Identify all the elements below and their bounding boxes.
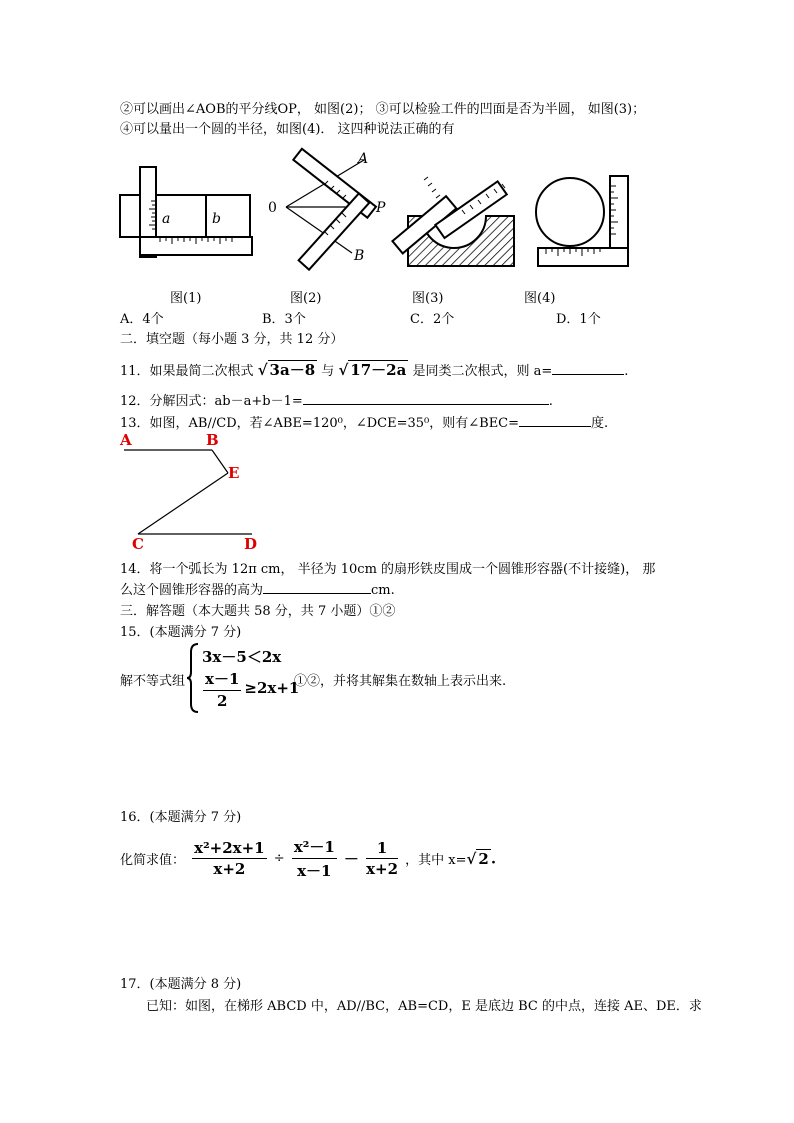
q14-answer-blank[interactable] xyxy=(263,581,371,594)
q11-answer-blank[interactable] xyxy=(552,362,624,375)
q12-answer-blank[interactable] xyxy=(303,392,549,405)
q14-prefix: 么这个圆锥形容器的高为 xyxy=(120,583,264,598)
q15-suffix: ①②，并将其解集在数轴上表示出来. xyxy=(294,674,507,689)
q11-radical-2: √ 17－2a xyxy=(338,361,407,379)
q13-answer-blank[interactable] xyxy=(519,414,591,427)
q11-mid: 与 xyxy=(321,364,335,379)
q16-f2-den: x－1 xyxy=(297,862,332,880)
choice-d: D．1个 xyxy=(556,312,601,327)
q14-suffix: cm. xyxy=(371,583,395,598)
q15-frac-num: x－1 xyxy=(203,668,241,691)
choice-c: C．2个 xyxy=(410,312,455,327)
q16-radical: √ 2 xyxy=(466,849,489,868)
fig2-label-O: 0 xyxy=(268,200,277,216)
q16-heading: 16．(本题满分 7 分) xyxy=(120,810,242,825)
choice-b: B．3个 xyxy=(262,312,306,327)
figure-4-circle-radius xyxy=(534,172,634,270)
q16-f2-num: x²－1 xyxy=(292,836,337,859)
q13-label-B: B xyxy=(206,431,219,449)
q15-brace xyxy=(186,642,200,714)
q16-op2: － xyxy=(343,850,359,868)
q11-end: . xyxy=(624,364,629,379)
q15-prefix: 解不等式组 xyxy=(120,674,186,689)
fig1-label-b: b xyxy=(212,211,221,227)
figure-1-rulers xyxy=(118,165,258,260)
q13-label-A: A xyxy=(120,431,132,449)
question-12 xyxy=(120,390,553,409)
caption-fig-1: 图(1) xyxy=(170,291,202,306)
intro-line-2: ④可以量出一个圆的半径，如图(4)． 这四种说法正确的有 xyxy=(120,122,455,137)
question-11 xyxy=(120,359,628,380)
q12-end: . xyxy=(548,394,553,409)
caption-fig-2: 图(2) xyxy=(290,291,322,306)
figure-3-semicircle-check xyxy=(396,150,531,270)
q15-heading: 15．(本题满分 7 分) xyxy=(120,625,242,640)
q12-text: 12．分解因式：ab－a+b－1= xyxy=(120,394,303,409)
section-3-heading: 三．解答题（本大题共 58 分，共 7 小题）①② xyxy=(120,604,396,619)
q11-prefix: 11．如果最简二次根式 xyxy=(120,364,254,379)
q13-text: 13．如图，AB//CD，若∠ABE=120⁰，∠DCE=35⁰，则有∠BEC= xyxy=(120,416,520,431)
q13-label-C: C xyxy=(132,535,144,553)
q15-frac-den: 2 xyxy=(216,692,228,710)
fig2-label-B: B xyxy=(354,248,365,264)
q13-label-E: E xyxy=(228,464,240,482)
fig1-label-a: a xyxy=(162,211,171,227)
q16-f3-num: 1 xyxy=(366,839,398,859)
q16-op1: ÷ xyxy=(273,851,285,866)
fig2-label-P: P xyxy=(376,200,386,216)
question-13 xyxy=(120,412,608,431)
caption-fig-3: 图(3) xyxy=(412,291,444,306)
q16-expression xyxy=(120,836,496,881)
q16-end: . xyxy=(490,849,497,868)
choice-a: A．4个 xyxy=(120,312,164,327)
question-14-line-1: 14．将一个弧长为 12π cm， 半径为 10cm 的扇形铁皮围成一个圆锥形容器(不计接缝)， 那 xyxy=(120,562,656,577)
q15-inequality-1: 3x－5＜2x xyxy=(202,648,282,666)
q16-f1-num: x²+2x+1 xyxy=(194,839,265,857)
q13-label-D: D xyxy=(244,535,258,553)
section-2-heading: 二．填空题（每小题 3 分，共 12 分） xyxy=(120,332,344,347)
q13-end: 度. xyxy=(591,416,609,431)
intro-line-1: ②可以画出∠AOB的平分线OP， 如图(2)； ③可以检验工件的凹面是否为半圆， 如图(3)； xyxy=(120,102,646,117)
figure-2-angle-bisector xyxy=(264,145,384,275)
q15-inequality-2 xyxy=(200,668,299,710)
fig2-label-A: A xyxy=(358,151,369,167)
q17-heading: 17．(本题满分 8 分) xyxy=(120,977,242,992)
q15-ineq2-rest: ≥2x+1 xyxy=(244,679,300,697)
q11-suffix: 是同类二次根式，则 a= xyxy=(412,364,553,379)
q11-radical-1: √ 3a－8 xyxy=(257,361,316,379)
question-14-line-2 xyxy=(120,579,395,598)
q16-f3-den: x+2 xyxy=(366,860,399,878)
q16-mid: ，其中 x= xyxy=(405,853,467,868)
q16-f1-den: x+2 xyxy=(213,860,246,878)
caption-fig-4: 图(4) xyxy=(524,291,556,306)
q16-prefix: 化简求值： xyxy=(120,853,186,868)
q17-line-1: 已知：如图，在梯形 ABCD 中，AD//BC，AB=CD，E 是底边 BC 的中点，连接 AE、DE．求 xyxy=(146,999,702,1014)
